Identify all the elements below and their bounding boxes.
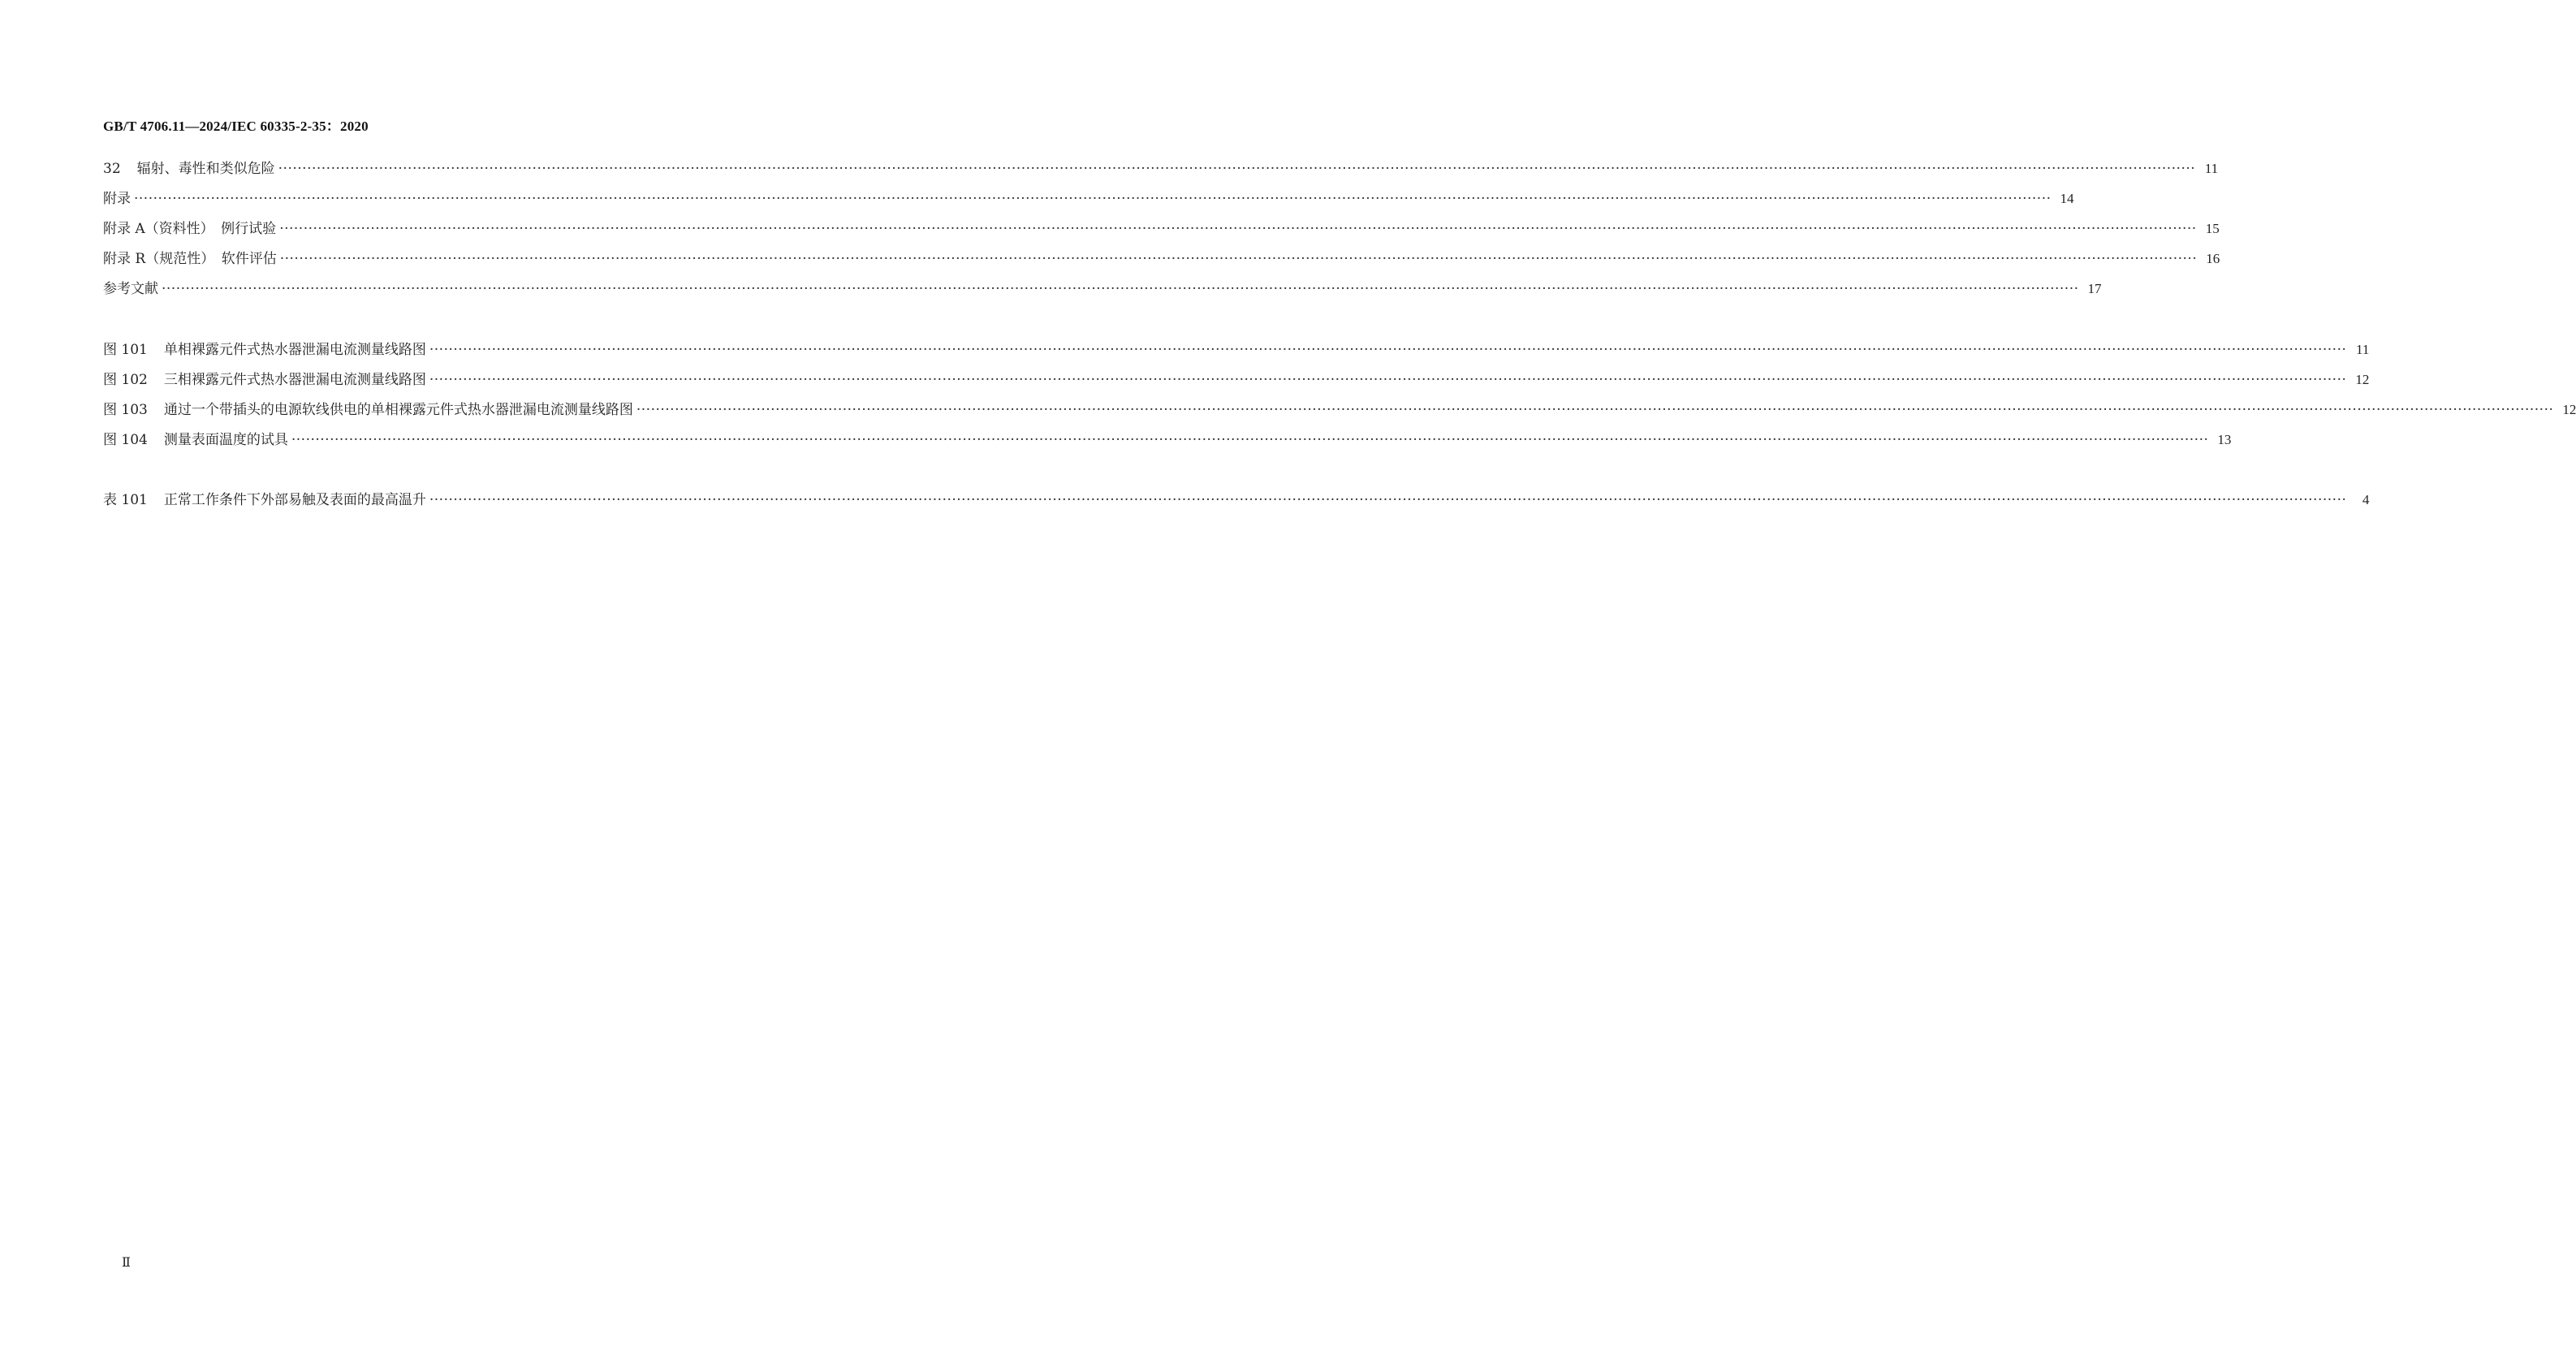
figure-title: 单相裸露元件式热水器泄漏电流测量线路图 xyxy=(163,342,426,358)
dot-leader: ················································································································································································································································································································································································································ xyxy=(278,161,2196,177)
toc-figures-section xyxy=(103,338,2576,458)
toc-entry[interactable] xyxy=(103,187,2074,217)
figure-page: 11 xyxy=(2356,342,2370,357)
toc-entry-title: 辐射、毒性和类似危险 xyxy=(136,161,275,177)
standard-number: GB/T 4706.11—2024/IEC 60335-2-35：2020 xyxy=(103,119,369,134)
toc-figure-entry[interactable] xyxy=(103,338,2370,368)
dot-leader: ················································································································································································································································································································································································································ xyxy=(636,402,2554,418)
dot-leader: ················································································································································································································································································································································································································ xyxy=(429,342,2347,358)
table-title: 正常工作条件下外部易触及表面的最高温升 xyxy=(163,492,426,508)
toc-table-entry[interactable] xyxy=(103,488,2370,518)
page-number: Ⅱ xyxy=(122,1256,131,1270)
dot-leader: ················································································································································································································································································································································································································ xyxy=(134,191,2052,207)
dot-leader: ················································································································································································································································································································································································································ xyxy=(279,221,2197,237)
dot-leader: ················································································································································································································································································································································································································ xyxy=(429,492,2347,508)
dot-leader: ················································································································································································································································································································································································································ xyxy=(279,251,2198,267)
page-footer xyxy=(122,1254,131,1271)
table-page: 4 xyxy=(2362,492,2370,507)
toc-figure-entry[interactable] xyxy=(103,398,2576,428)
toc-entry-title: 附录 R（规范性） 软件评估 xyxy=(103,251,277,267)
toc-entry-number: 32 xyxy=(103,161,121,177)
figure-page: 13 xyxy=(2217,432,2232,447)
figure-page: 12 xyxy=(2562,402,2576,417)
toc-entry-page: 17 xyxy=(2087,281,2102,296)
figure-title: 三相裸露元件式热水器泄漏电流测量线路图 xyxy=(163,372,426,388)
toc-entry-title: 附录 xyxy=(103,191,131,207)
toc-entry-page: 16 xyxy=(2206,251,2220,266)
toc-entry-page: 14 xyxy=(2060,191,2074,206)
table-number: 表 101 xyxy=(103,492,148,508)
toc-entry[interactable] xyxy=(103,217,2220,247)
figure-number: 图 101 xyxy=(103,342,148,358)
toc-entry-title: 附录 A（资料性） 例行试验 xyxy=(103,221,277,237)
dot-leader: ················································································································································································································································································································································································································ xyxy=(162,281,2079,297)
figure-number: 图 103 xyxy=(103,402,148,418)
toc-entry-page: 15 xyxy=(2205,221,2220,236)
toc-entry-page: 11 xyxy=(2204,161,2219,176)
figure-number: 图 102 xyxy=(103,372,148,388)
figure-page: 12 xyxy=(2355,372,2370,387)
figure-title: 测量表面温度的试具 xyxy=(163,432,288,448)
figure-title: 通过一个带插头的电源软线供电的单相裸露元件式热水器泄漏电流测量线路图 xyxy=(163,402,633,418)
toc-figure-entry[interactable] xyxy=(103,428,2232,458)
toc-entry[interactable] xyxy=(103,277,2102,307)
dot-leader: ················································································································································································································································································································································································································ xyxy=(429,372,2347,388)
toc-figure-entry[interactable] xyxy=(103,368,2370,398)
figure-number: 图 104 xyxy=(103,432,148,448)
toc-entry[interactable] xyxy=(103,157,2219,187)
toc-tables-section xyxy=(103,488,2370,518)
toc-entry[interactable] xyxy=(103,247,2220,277)
toc-main-section xyxy=(103,157,2220,307)
dot-leader: ················································································································································································································································································································································································································ xyxy=(291,432,2209,448)
toc-entry-title: 参考文献 xyxy=(103,281,158,297)
document-header xyxy=(103,114,369,135)
